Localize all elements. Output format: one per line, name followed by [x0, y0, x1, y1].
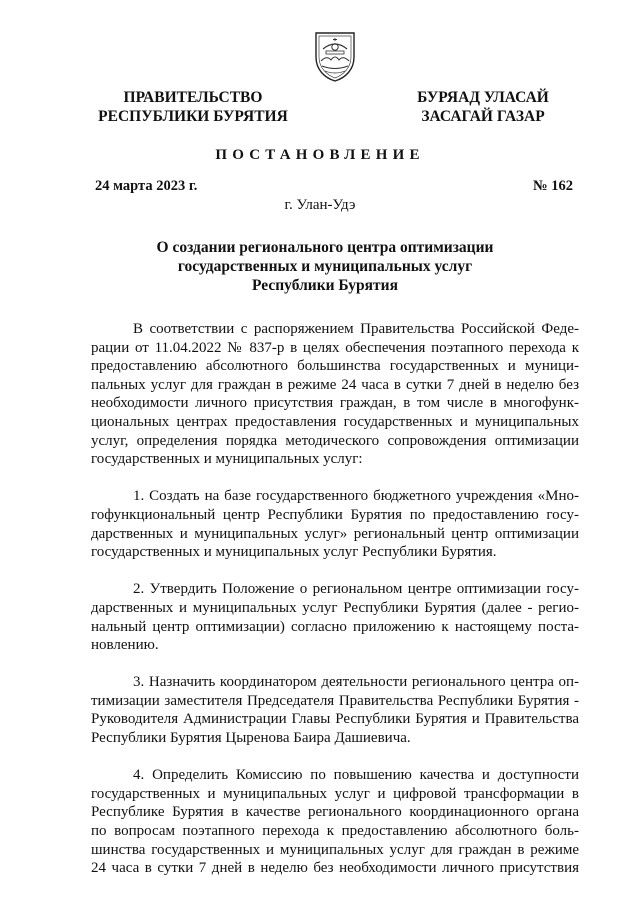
paragraph-line: услуг, определения порядка методического сопровождения оптимизации: [91, 432, 579, 449]
paragraph-line: Республике Бурятия в качестве регионального координационного органа: [91, 804, 579, 821]
body-paragraph: [91, 766, 579, 878]
document-title: [120, 238, 530, 295]
body-paragraph: [91, 580, 579, 654]
header-right-line: ЗАСАГАЙ ГАЗАР: [421, 108, 545, 125]
paragraph-line: Республики Бурятия Цыренова Баира Дашиевича.: [91, 730, 411, 747]
paragraph-line: 2. Утвердить Положение о региональном центре оптимизации госу-: [133, 581, 579, 598]
header-right-line: БУРЯАД УЛАСАЙ: [417, 89, 549, 106]
paragraph-line: 1. Создать на базе государственного бюджетного учреждения «Мно-: [133, 488, 579, 505]
title-line: Республики Бурятия: [252, 277, 398, 294]
paragraph-line: В соответствии с распоряжением Правительства Российской Феде-: [133, 321, 579, 337]
paragraph-line: 3. Назначить координатором деятельности регионального центра оп-: [133, 674, 579, 691]
body-paragraph: [91, 487, 579, 561]
header-right-org: [388, 88, 578, 126]
paragraph-line: государственных и муниципальных услуг Республики Бурятия.: [91, 544, 497, 561]
paragraph-line: дарственных и муниципальных услуг Республики Бурятия (далее - регио-: [91, 599, 579, 616]
paragraph-line: 4. Определить Комиссию по повышению качества и доступности: [133, 767, 579, 784]
paragraph-line: циональных центрах предоставления государственных и муниципальных: [91, 413, 579, 430]
header-left-org: [78, 88, 308, 126]
paragraph-line: нальный центр оптимизации) согласно приложению к настоящему поста-: [91, 618, 579, 635]
document-city: г. Улан-Удэ: [284, 197, 356, 213]
paragraph-line: новлению.: [91, 637, 159, 654]
document-date: 24 марта 2023 г.: [95, 178, 198, 194]
paragraph-line: Руководителя Администрации Главы Республики Бурятия и Правительства: [91, 711, 579, 728]
document-number: № 162: [533, 178, 573, 194]
body-paragraph: [91, 673, 579, 747]
title-line: О создании регионального центра оптимизации: [156, 239, 494, 256]
paragraph-line: необходимости личного присутствия граждан, в том числе в многофунк-: [91, 395, 579, 412]
paragraph-line: государственных и муниципальных услуг и цифровой трансформации в: [91, 785, 579, 802]
document-type: ПОСТАНОВЛЕНИЕ: [215, 147, 425, 163]
header-left-line: РЕСПУБЛИКИ БУРЯТИЯ: [98, 108, 288, 125]
header-left-line: ПРАВИТЕЛЬСТВО: [123, 89, 263, 106]
paragraph-line: предоставлению абсолютного большинства государственных и муници-: [91, 358, 579, 375]
paragraph-line: по вопросам поэтапного перехода к предоставлению абсолютного боль-: [91, 823, 579, 840]
paragraph-line: 24 часа в сутки 7 дней в неделю без необходимости личного присутствия: [91, 860, 579, 877]
title-line: государственных и муниципальных услуг: [177, 258, 473, 275]
paragraph-line: дарственных и муниципальных услуг» региональный центр оптимизации: [91, 525, 579, 542]
paragraph-line: пальных услуг для граждан в режиме 24 часа в сутки 7 дней в неделю без: [91, 376, 579, 393]
paragraph-line: рации от 11.04.2022 № 837-р в целях обеспечения поэтапного перехода к: [91, 339, 579, 356]
document-body: [91, 320, 579, 896]
paragraph-line: государственных и муниципальных услуг:: [91, 451, 363, 468]
coat-of-arms-icon: [313, 27, 357, 83]
paragraph-line: шинства государственных и муниципальных услуг для граждан в режиме: [91, 841, 579, 858]
paragraph-line: гофункциональный центр Республики Бурятия по предоставлению госу-: [91, 506, 579, 523]
body-paragraph: [91, 320, 579, 469]
paragraph-line: тимизации заместителя Председателя Правительства Республики Бурятия -: [91, 692, 579, 709]
